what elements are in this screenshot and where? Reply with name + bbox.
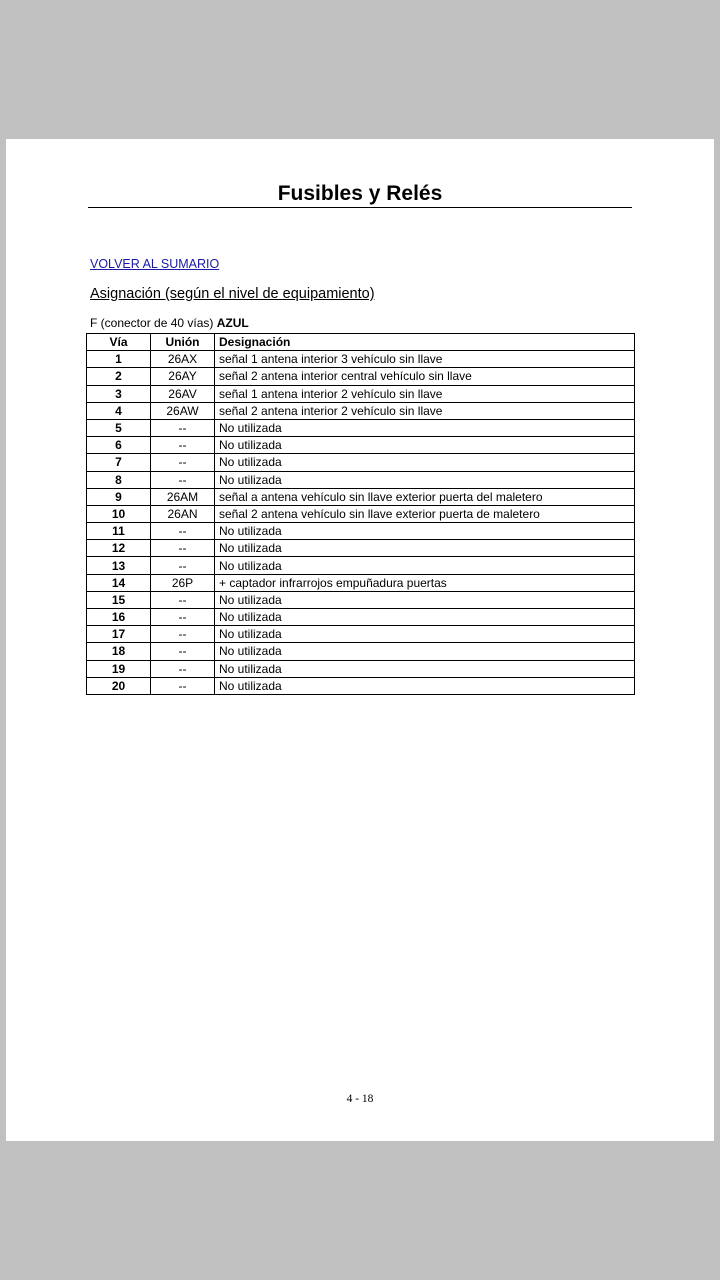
- union-cell: --: [151, 591, 215, 608]
- via-cell: 12: [87, 540, 151, 557]
- designacion-cell: señal 2 antena interior 2 vehículo sin llave: [215, 402, 635, 419]
- table-row: [87, 557, 635, 574]
- header-via: Vía: [87, 334, 151, 351]
- table-row: [87, 574, 635, 591]
- via-cell: 8: [87, 471, 151, 488]
- via-cell: 5: [87, 419, 151, 436]
- header-designacion: Designación: [215, 334, 635, 351]
- designacion-cell: No utilizada: [215, 557, 635, 574]
- table-row: [87, 591, 635, 608]
- designacion-cell: No utilizada: [215, 643, 635, 660]
- via-cell: 16: [87, 609, 151, 626]
- back-to-summary-link[interactable]: VOLVER AL SUMARIO: [90, 257, 220, 271]
- table-row: [87, 540, 635, 557]
- union-cell: --: [151, 643, 215, 660]
- designacion-cell: señal 2 antena interior central vehículo sin llave: [215, 368, 635, 385]
- table-row: [87, 385, 635, 402]
- table-row: [87, 488, 635, 505]
- union-cell: 26AN: [151, 505, 215, 522]
- union-cell: 26AW: [151, 402, 215, 419]
- table-row: [87, 523, 635, 540]
- designacion-cell: No utilizada: [215, 454, 635, 471]
- union-cell: --: [151, 540, 215, 557]
- designacion-cell: No utilizada: [215, 437, 635, 454]
- union-cell: 26AX: [151, 351, 215, 368]
- document-page: [6, 139, 714, 1141]
- table-row: [87, 471, 635, 488]
- table-row: [87, 626, 635, 643]
- via-cell: 1: [87, 351, 151, 368]
- via-cell: 20: [87, 677, 151, 694]
- designacion-cell: No utilizada: [215, 591, 635, 608]
- table-row: [87, 351, 635, 368]
- designacion-cell: señal 1 antena interior 2 vehículo sin llave: [215, 385, 635, 402]
- union-cell: 26AM: [151, 488, 215, 505]
- table-body: [87, 351, 635, 695]
- designacion-cell: No utilizada: [215, 523, 635, 540]
- via-cell: 17: [87, 626, 151, 643]
- union-cell: --: [151, 660, 215, 677]
- table-row: [87, 368, 635, 385]
- designacion-cell: señal 2 antena vehículo sin llave exterior puerta de maletero: [215, 505, 635, 522]
- table-row: [87, 419, 635, 436]
- table-row: [87, 643, 635, 660]
- union-cell: 26AV: [151, 385, 215, 402]
- designacion-cell: señal 1 antena interior 3 vehículo sin llave: [215, 351, 635, 368]
- union-cell: 26P: [151, 574, 215, 591]
- designacion-cell: No utilizada: [215, 660, 635, 677]
- union-cell: 26AY: [151, 368, 215, 385]
- union-cell: --: [151, 471, 215, 488]
- table-row: [87, 437, 635, 454]
- connector-label: F (conector de 40 vías): [90, 316, 214, 330]
- via-cell: 4: [87, 402, 151, 419]
- title-underline: [88, 207, 632, 208]
- via-cell: 9: [87, 488, 151, 505]
- union-cell: --: [151, 626, 215, 643]
- union-cell: --: [151, 419, 215, 436]
- designacion-cell: No utilizada: [215, 471, 635, 488]
- table-header-row: [87, 334, 635, 351]
- via-cell: 19: [87, 660, 151, 677]
- union-cell: --: [151, 677, 215, 694]
- designacion-cell: No utilizada: [215, 626, 635, 643]
- designacion-cell: + captador infrarrojos empuñadura puertas: [215, 574, 635, 591]
- designacion-cell: señal a antena vehículo sin llave exterior puerta del maletero: [215, 488, 635, 505]
- via-cell: 13: [87, 557, 151, 574]
- union-cell: --: [151, 454, 215, 471]
- table-row: [87, 402, 635, 419]
- via-cell: 15: [87, 591, 151, 608]
- designacion-cell: No utilizada: [215, 540, 635, 557]
- page-title: Fusibles y Relés: [277, 182, 443, 205]
- union-cell: --: [151, 609, 215, 626]
- via-cell: 7: [87, 454, 151, 471]
- header-union: Unión: [151, 334, 215, 351]
- pin-assignment-table: [86, 333, 635, 695]
- table-row: [87, 454, 635, 471]
- table-row: [87, 505, 635, 522]
- via-cell: 2: [87, 368, 151, 385]
- via-cell: 6: [87, 437, 151, 454]
- via-cell: 10: [87, 505, 151, 522]
- designacion-cell: No utilizada: [215, 419, 635, 436]
- section-subtitle: Asignación (según el nivel de equipamiento): [90, 286, 375, 302]
- via-cell: 11: [87, 523, 151, 540]
- union-cell: --: [151, 523, 215, 540]
- table-row: [87, 660, 635, 677]
- table-row: [87, 677, 635, 694]
- page-number: 4 - 18: [346, 1093, 374, 1105]
- designacion-cell: No utilizada: [215, 677, 635, 694]
- via-cell: 3: [87, 385, 151, 402]
- connector-color: AZUL: [216, 316, 249, 330]
- union-cell: --: [151, 557, 215, 574]
- designacion-cell: No utilizada: [215, 609, 635, 626]
- via-cell: 14: [87, 574, 151, 591]
- via-cell: 18: [87, 643, 151, 660]
- connector-heading: [90, 316, 249, 330]
- table-row: [87, 609, 635, 626]
- union-cell: --: [151, 437, 215, 454]
